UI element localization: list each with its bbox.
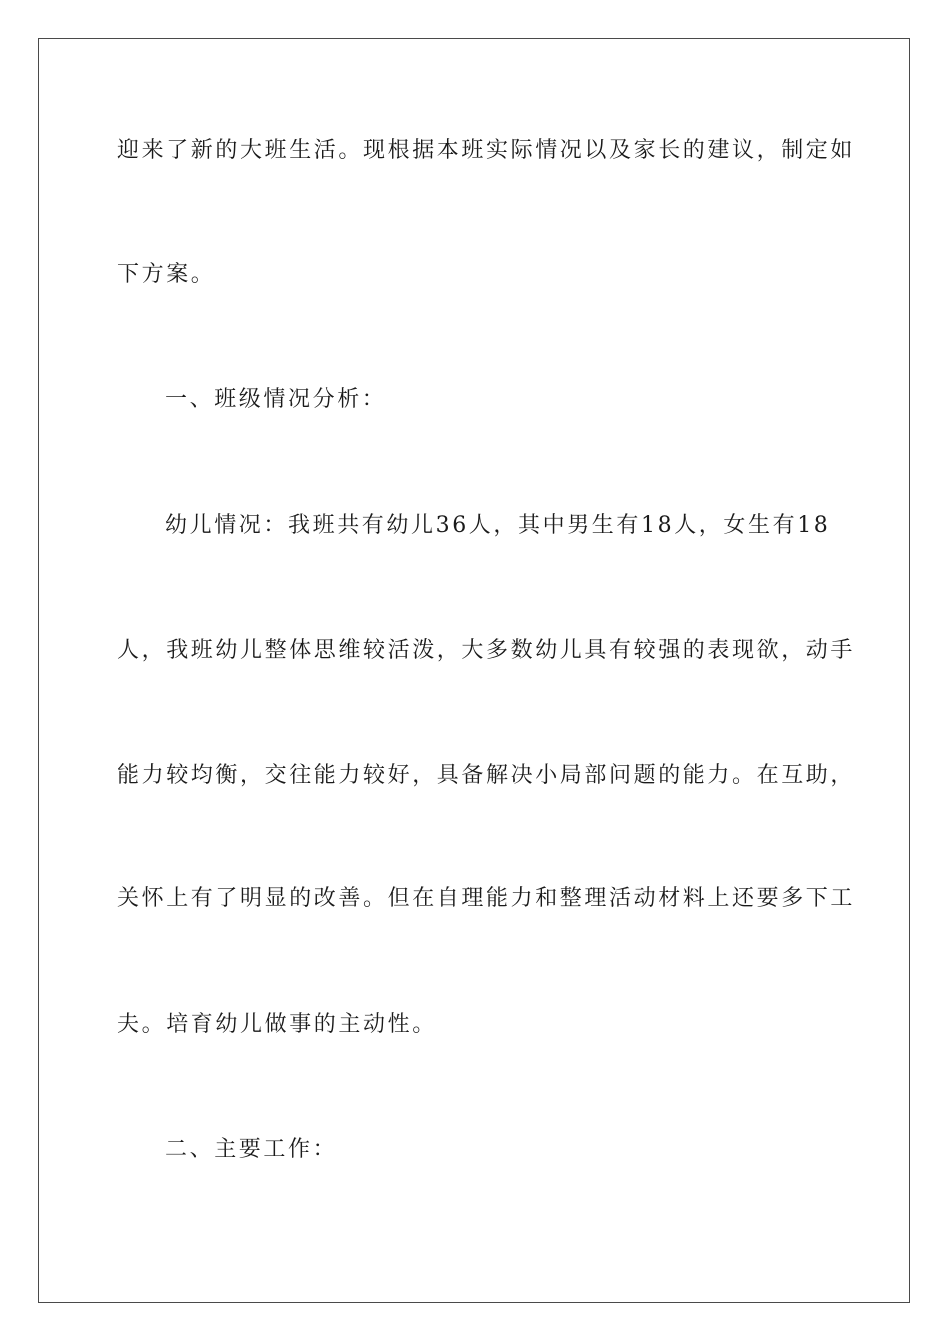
- paragraph-line: 能力较均衡，交往能力较好，具备解决小局部问题的能力。在互助，: [117, 763, 856, 788]
- section-heading-main-work: 二、主要工作：: [165, 1137, 338, 1162]
- paragraph-line: 夫。培育幼儿做事的主动性。: [117, 1012, 437, 1037]
- paragraph-line: 迎来了新的大班生活。现根据本班实际情况以及家长的建议，制定如: [117, 138, 856, 163]
- paragraph-line: 人，我班幼儿整体思维较活泼，大多数幼儿具有较强的表现欲，动手: [117, 638, 856, 663]
- page-border: [38, 38, 910, 1303]
- paragraph-line: 关怀上有了明显的改善。但在自理能力和整理活动材料上还要多下工: [117, 886, 856, 911]
- paragraph-line: 下方案。: [117, 262, 216, 287]
- section-heading-class-analysis: 一、班级情况分析：: [165, 387, 387, 412]
- paragraph-line: 幼儿情况：我班共有幼儿36人，其中男生有18人，女生有18: [165, 513, 831, 538]
